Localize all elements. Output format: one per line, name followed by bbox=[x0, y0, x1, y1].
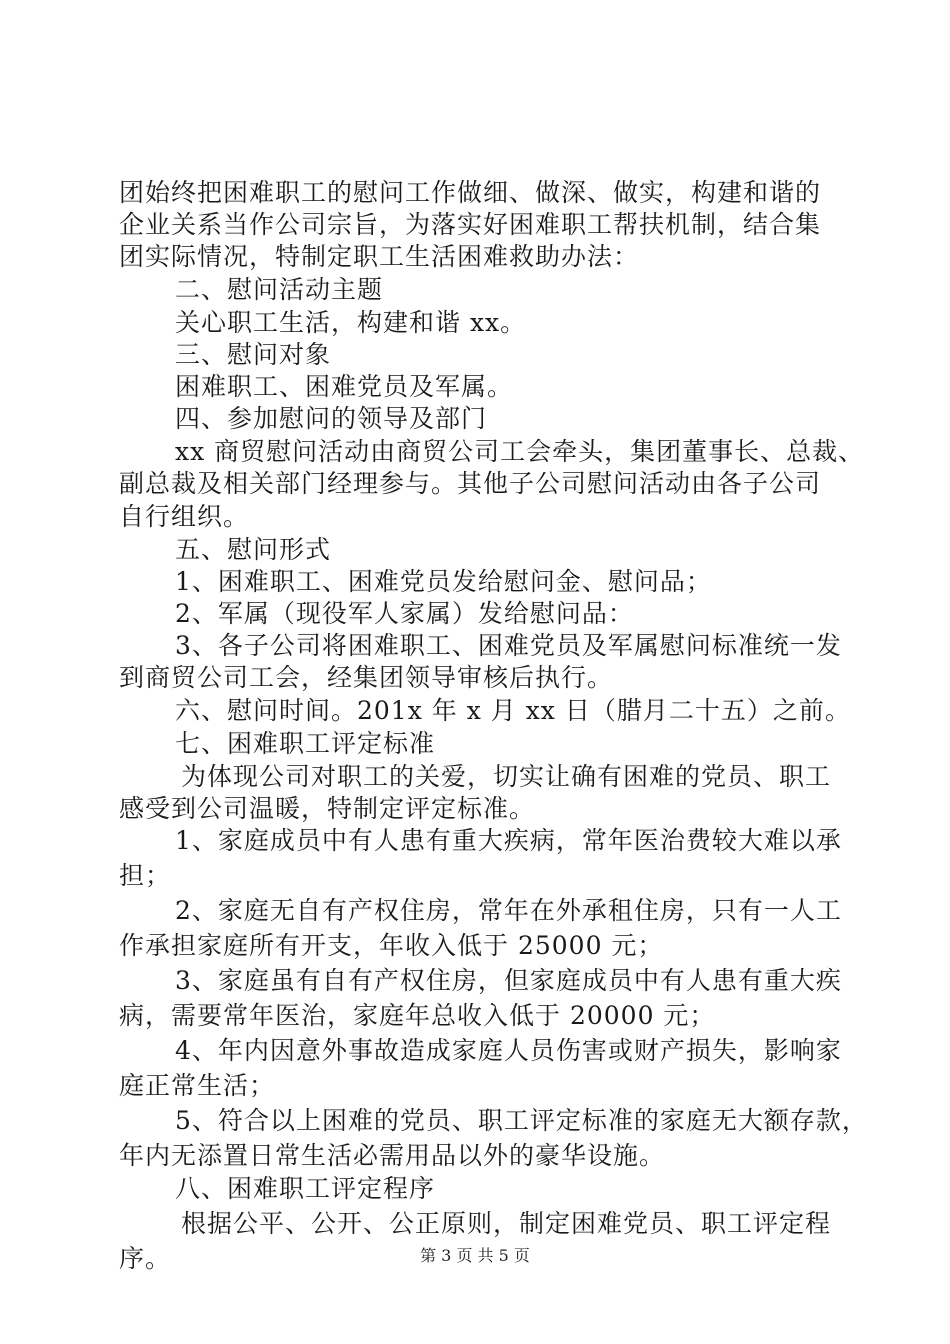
list-item: 2、家庭无自有产权住房，常年在外承租住房，只有一人工 bbox=[175, 896, 842, 925]
list-item: 4、年内因意外事故造成家庭人员伤害或财产损失，影响家 bbox=[175, 1036, 842, 1065]
text-line: 团实际情况，特制定职工生活困难救助办法： bbox=[119, 242, 640, 271]
text-line: 到商贸公司工会，经集团领导审核后执行。 bbox=[119, 663, 614, 692]
text-line: xx 商贸慰问活动由商贸公司工会牵头，集团董事长、总裁、 bbox=[175, 437, 865, 466]
text-line: 作承担家庭所有开支，年收入低于 25000 元； bbox=[119, 931, 664, 960]
text-line: 病，需要常年医治，家庭年总收入低于 20000 元； bbox=[119, 1001, 716, 1030]
text-line: 企业关系当作公司宗旨，为落实好困难职工帮扶机制，结合集 bbox=[119, 210, 822, 239]
section-heading: 五、慰问形式 bbox=[175, 535, 332, 564]
text-line: 感受到公司温暖，特制定评定标准。 bbox=[119, 794, 536, 823]
page-number-footer: 第 3 页 共 5 页 bbox=[420, 1246, 530, 1265]
text-line: 根据公平、公开、公正原则，制定困难党员、职工评定程 bbox=[181, 1209, 832, 1238]
text-line: 自行组织。 bbox=[119, 502, 250, 531]
section-heading: 七、困难职工评定标准 bbox=[175, 729, 436, 758]
list-item: 5、符合以上困难的党员、职工评定标准的家庭无大额存款， bbox=[175, 1106, 868, 1135]
text-line: 年内无添置日常生活必需用品以外的豪华设施。 bbox=[119, 1141, 666, 1170]
section-heading: 四、参加慰问的领导及部门 bbox=[175, 404, 488, 433]
text-line: 六、慰问时间。201x 年 x 月 xx 日（腊月二十五）之前。 bbox=[175, 696, 851, 725]
text-line: 关心职工生活，构建和谐 xx。 bbox=[175, 308, 527, 337]
text-line: 困难职工、困难党员及军属。 bbox=[175, 372, 514, 401]
list-item: 3、家庭虽有自有产权住房，但家庭成员中有人患有重大疾 bbox=[175, 966, 842, 995]
section-heading: 三、慰问对象 bbox=[175, 340, 332, 369]
text-line: 序。 bbox=[119, 1244, 172, 1273]
section-heading: 八、困难职工评定程序 bbox=[175, 1174, 436, 1203]
list-item: 3、各子公司将困难职工、困难党员及军属慰问标准统一发 bbox=[175, 631, 842, 660]
text-line: 为体现公司对职工的关爱，切实让确有困难的党员、职工 bbox=[181, 762, 832, 791]
list-item: 1、家庭成员中有人患有重大疾病，常年医治费较大难以承 bbox=[175, 826, 842, 855]
text-line: 团始终把困难职工的慰问工作做细、做深、做实，构建和谐的 bbox=[119, 178, 822, 207]
list-item: 1、困难职工、困难党员发给慰问金、慰问品； bbox=[175, 567, 712, 596]
section-heading: 二、慰问活动主题 bbox=[175, 275, 384, 304]
list-item: 2、军属（现役军人家属）发给慰问品： bbox=[175, 599, 634, 628]
text-line: 担； bbox=[119, 861, 172, 890]
text-line: 庭正常生活； bbox=[119, 1071, 276, 1100]
text-line: 副总裁及相关部门经理参与。其他子公司慰问活动由各子公司 bbox=[119, 469, 822, 498]
